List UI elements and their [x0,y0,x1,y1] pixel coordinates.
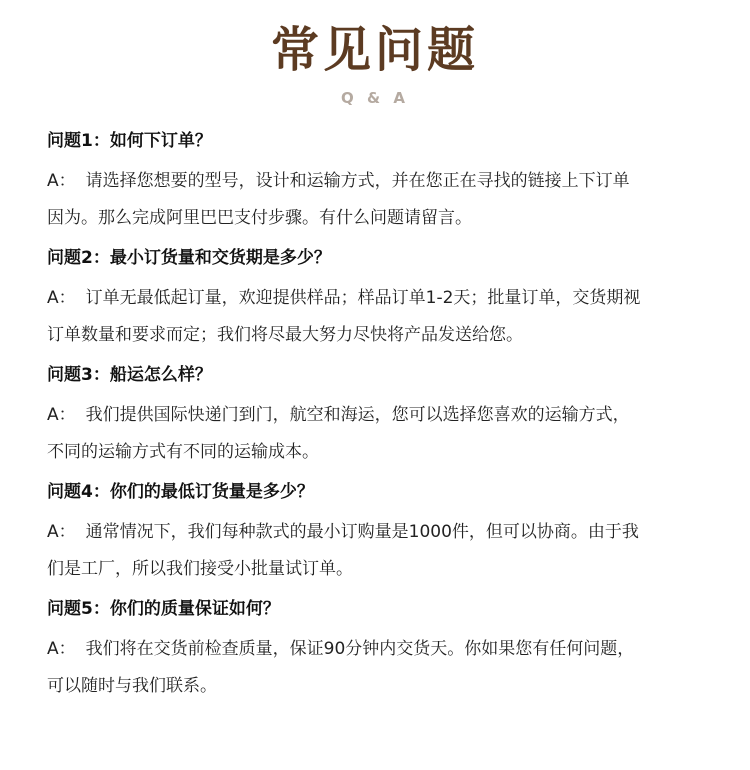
faq-item-2 [47,245,707,354]
faq-answer [47,280,707,354]
answer-prefix: A： [47,405,76,425]
faq-answer-line: 订单数量和要求而定；我们将尽最大努力尽快将产品发送给您。 [47,325,523,345]
answer-text: 订单无最低起订量，欢迎提供样品；样品订单1-2天；批量订单，交货期视 [85,288,641,308]
faq-question: 问题4：你们的最低订货量是多少？ [47,482,314,502]
faq-item-3 [47,362,707,471]
page-subtitle: Q & A [341,89,409,107]
answer-text: 我们提供国际快递门到门，航空和海运，您可以选择您喜欢的运输方式， [85,405,630,425]
faq-item-5 [47,596,707,705]
answer-prefix: A： [47,522,76,542]
faq-question: 问题3：船运怎么样？ [47,365,212,385]
answer-prefix: A： [47,171,76,191]
faq-question: 问题5：你们的质量保证如何？ [47,599,280,619]
answer-prefix: A： [47,288,76,308]
header [0,18,750,108]
answer-text: 通常情况下，我们每种款式的最小订购量是1000件，但可以协商。由于我 [85,522,639,542]
faq-answer-line [47,163,707,200]
faq-list [47,128,707,713]
faq-question: 问题2：最小订货量和交货期是多少？ [47,248,331,268]
faq-answer [47,514,707,588]
answer-text: 我们将在交货前检查质量，保证90分钟内交货天。你如果您有任何问题， [85,639,635,659]
faq-answer [47,631,707,705]
faq-answer-line: 不同的运输方式有不同的运输成本。 [47,442,319,462]
faq-answer-line: 们是工厂，所以我们接受小批量试订单。 [47,559,353,579]
faq-answer-line: 可以随时与我们联系。 [47,676,217,696]
faq-answer [47,397,707,471]
faq-answer-line: 因为。那么完成阿里巴巴支付步骤。有什么问题请留言。 [47,208,472,228]
faq-answer-line [47,397,707,434]
faq-question: 问题1：如何下订单？ [47,131,212,151]
faq-answer-line [47,631,707,668]
faq-item-4 [47,479,707,588]
faq-answer [47,163,707,237]
answer-text: 请选择您想要的型号，设计和运输方式，并在您正在寻找的链接上下订单 [85,171,630,191]
faq-answer-line [47,514,707,551]
page-title: 常见问题 [270,22,479,78]
answer-prefix: A： [47,639,76,659]
faq-item-1 [47,128,707,237]
faq-answer-line [47,280,707,317]
